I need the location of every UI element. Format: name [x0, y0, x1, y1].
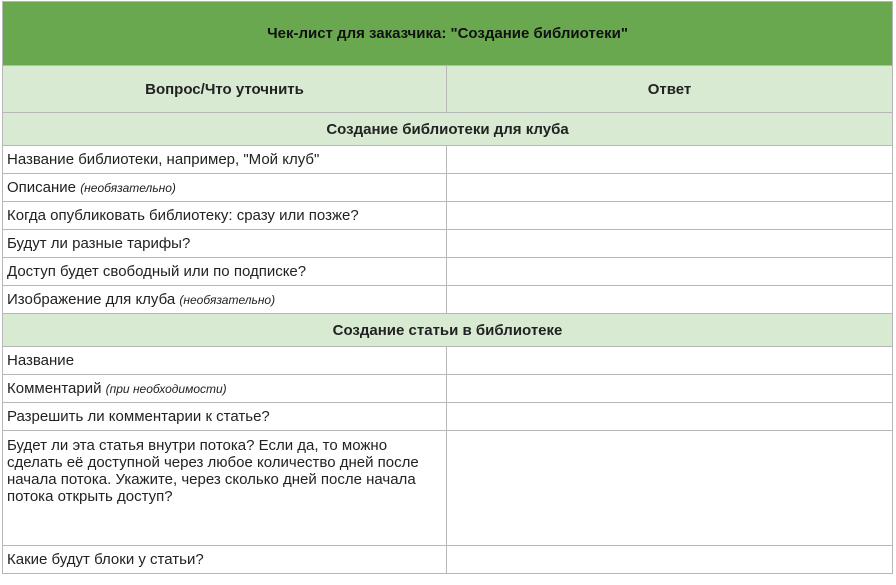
table-row	[3, 230, 893, 258]
column-header-question: Вопрос/Что уточнить	[3, 66, 447, 113]
column-header-answer: Ответ	[447, 66, 893, 113]
table-row	[3, 286, 893, 314]
table-row	[3, 347, 893, 375]
table-row	[3, 174, 893, 202]
table-row	[3, 431, 893, 546]
answer-cell[interactable]	[447, 347, 893, 375]
answer-cell[interactable]	[447, 375, 893, 403]
answer-cell[interactable]	[447, 286, 893, 314]
table-row	[3, 146, 893, 174]
table-row	[3, 403, 893, 431]
optional-note: (при необходимости)	[105, 381, 227, 396]
answer-cell[interactable]	[447, 202, 893, 230]
answer-cell[interactable]	[447, 403, 893, 431]
question-cell: Будут ли разные тарифы?	[3, 230, 447, 258]
checklist-table	[2, 1, 893, 574]
table-row	[3, 258, 893, 286]
question-cell: Описание (необязательно)	[3, 174, 447, 202]
question-cell: Название	[3, 347, 447, 375]
question-cell: Будет ли эта статья внутри потока? Если да, то можно сделать её доступной через любое количество дней после начала потока. Укажите, через сколько дней после начала потока открыть доступ?	[3, 431, 447, 546]
question-cell: Название библиотеки, например, "Мой клуб"	[3, 146, 447, 174]
question-cell: Какие будут блоки у статьи?	[3, 546, 447, 574]
checklist-title: Чек-лист для заказчика: "Создание библиотеки"	[3, 2, 893, 66]
table-row	[3, 546, 893, 574]
section-heading-article: Создание статьи в библиотеке	[3, 314, 893, 347]
optional-note: (необязательно)	[179, 292, 276, 307]
table-row	[3, 202, 893, 230]
answer-cell[interactable]	[447, 146, 893, 174]
question-cell: Когда опубликовать библиотеку: сразу или позже?	[3, 202, 447, 230]
answer-cell[interactable]	[447, 431, 893, 546]
question-cell: Изображение для клуба (необязательно)	[3, 286, 447, 314]
question-cell: Доступ будет свободный или по подписке?	[3, 258, 447, 286]
answer-cell[interactable]	[447, 230, 893, 258]
section-heading-library: Создание библиотеки для клуба	[3, 113, 893, 146]
table-row	[3, 375, 893, 403]
answer-cell[interactable]	[447, 258, 893, 286]
question-cell: Комментарий (при необходимости)	[3, 375, 447, 403]
answer-cell[interactable]	[447, 546, 893, 574]
answer-cell[interactable]	[447, 174, 893, 202]
optional-note: (необязательно)	[80, 180, 176, 195]
question-cell: Разрешить ли комментарии к статье?	[3, 403, 447, 431]
